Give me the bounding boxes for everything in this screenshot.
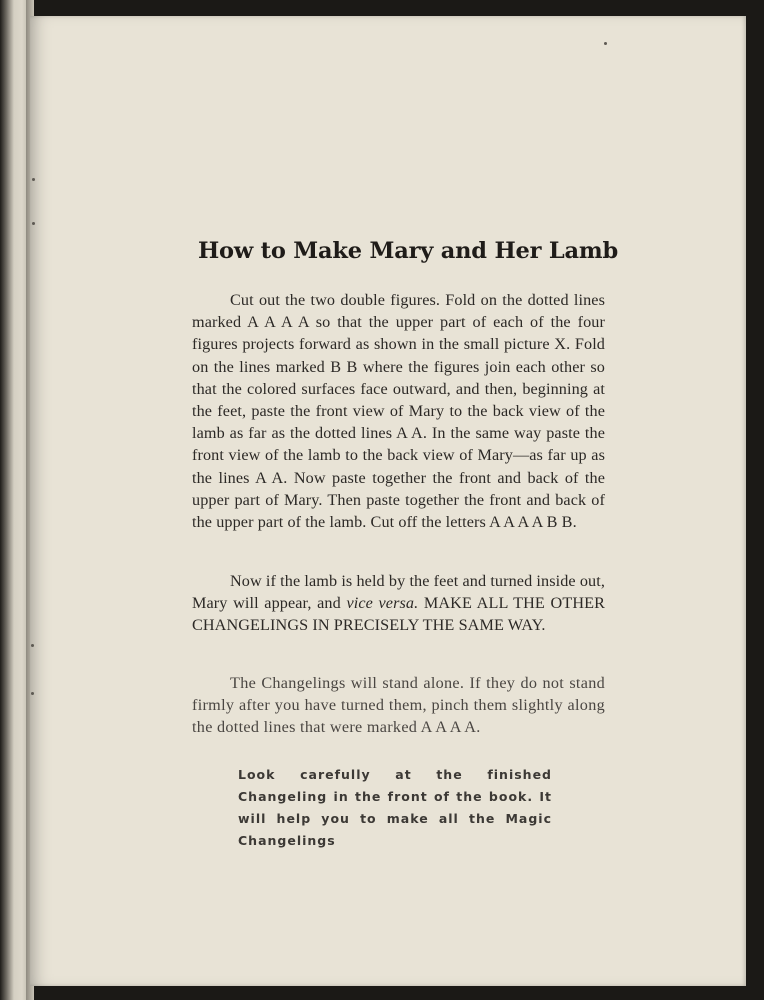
- inside-out-paragraph: [192, 570, 605, 637]
- page-speck: [604, 42, 607, 45]
- stand-alone-paragraph: The Changelings will stand alone. If they do not stand firmly after you have turned them, pinch them slightly along the dotted lines that were marked A A A A.: [192, 674, 605, 737]
- inside-out-text: Now if the lamb is held by the feet and turned inside out, Mary will appear, and: [192, 572, 605, 613]
- closing-note: Look carefully at the finished Changeling in the front of the book. It will help you to make all the Magic Changelings: [238, 767, 552, 848]
- book-page: [30, 16, 746, 986]
- margin-speck: [31, 692, 34, 695]
- margin-speck: [32, 178, 35, 181]
- vice-versa-text: vice versa.: [346, 594, 419, 613]
- instructions-paragraph: Cut out the two double figures. Fold on the dotted lines marked A A A A so that the upper part of each of the four figures projects forward as shown in the small picture X. Fold on the lines marked B B where the figures join each other so that the colored surfaces face outward, and then, beginning at the feet, paste the front view of Mary to the back view of the lamb as far as the dotted lines A A. In the same way paste the front view of the lamb to the back view of Mary—as far up as the lines A A. Now paste together the front and back of the upper part of Mary. Then paste together the front and back of the upper part of the lamb. Cut off the letters A A A A B B.: [192, 291, 605, 532]
- margin-speck: [31, 644, 34, 647]
- page-title: How to Make Mary and Her Lamb: [198, 238, 619, 264]
- margin-speck: [32, 222, 35, 225]
- make-all-text: MAKE ALL THE OTHER CHANGELINGS IN PRECISELY THE SAME WAY.: [192, 594, 605, 635]
